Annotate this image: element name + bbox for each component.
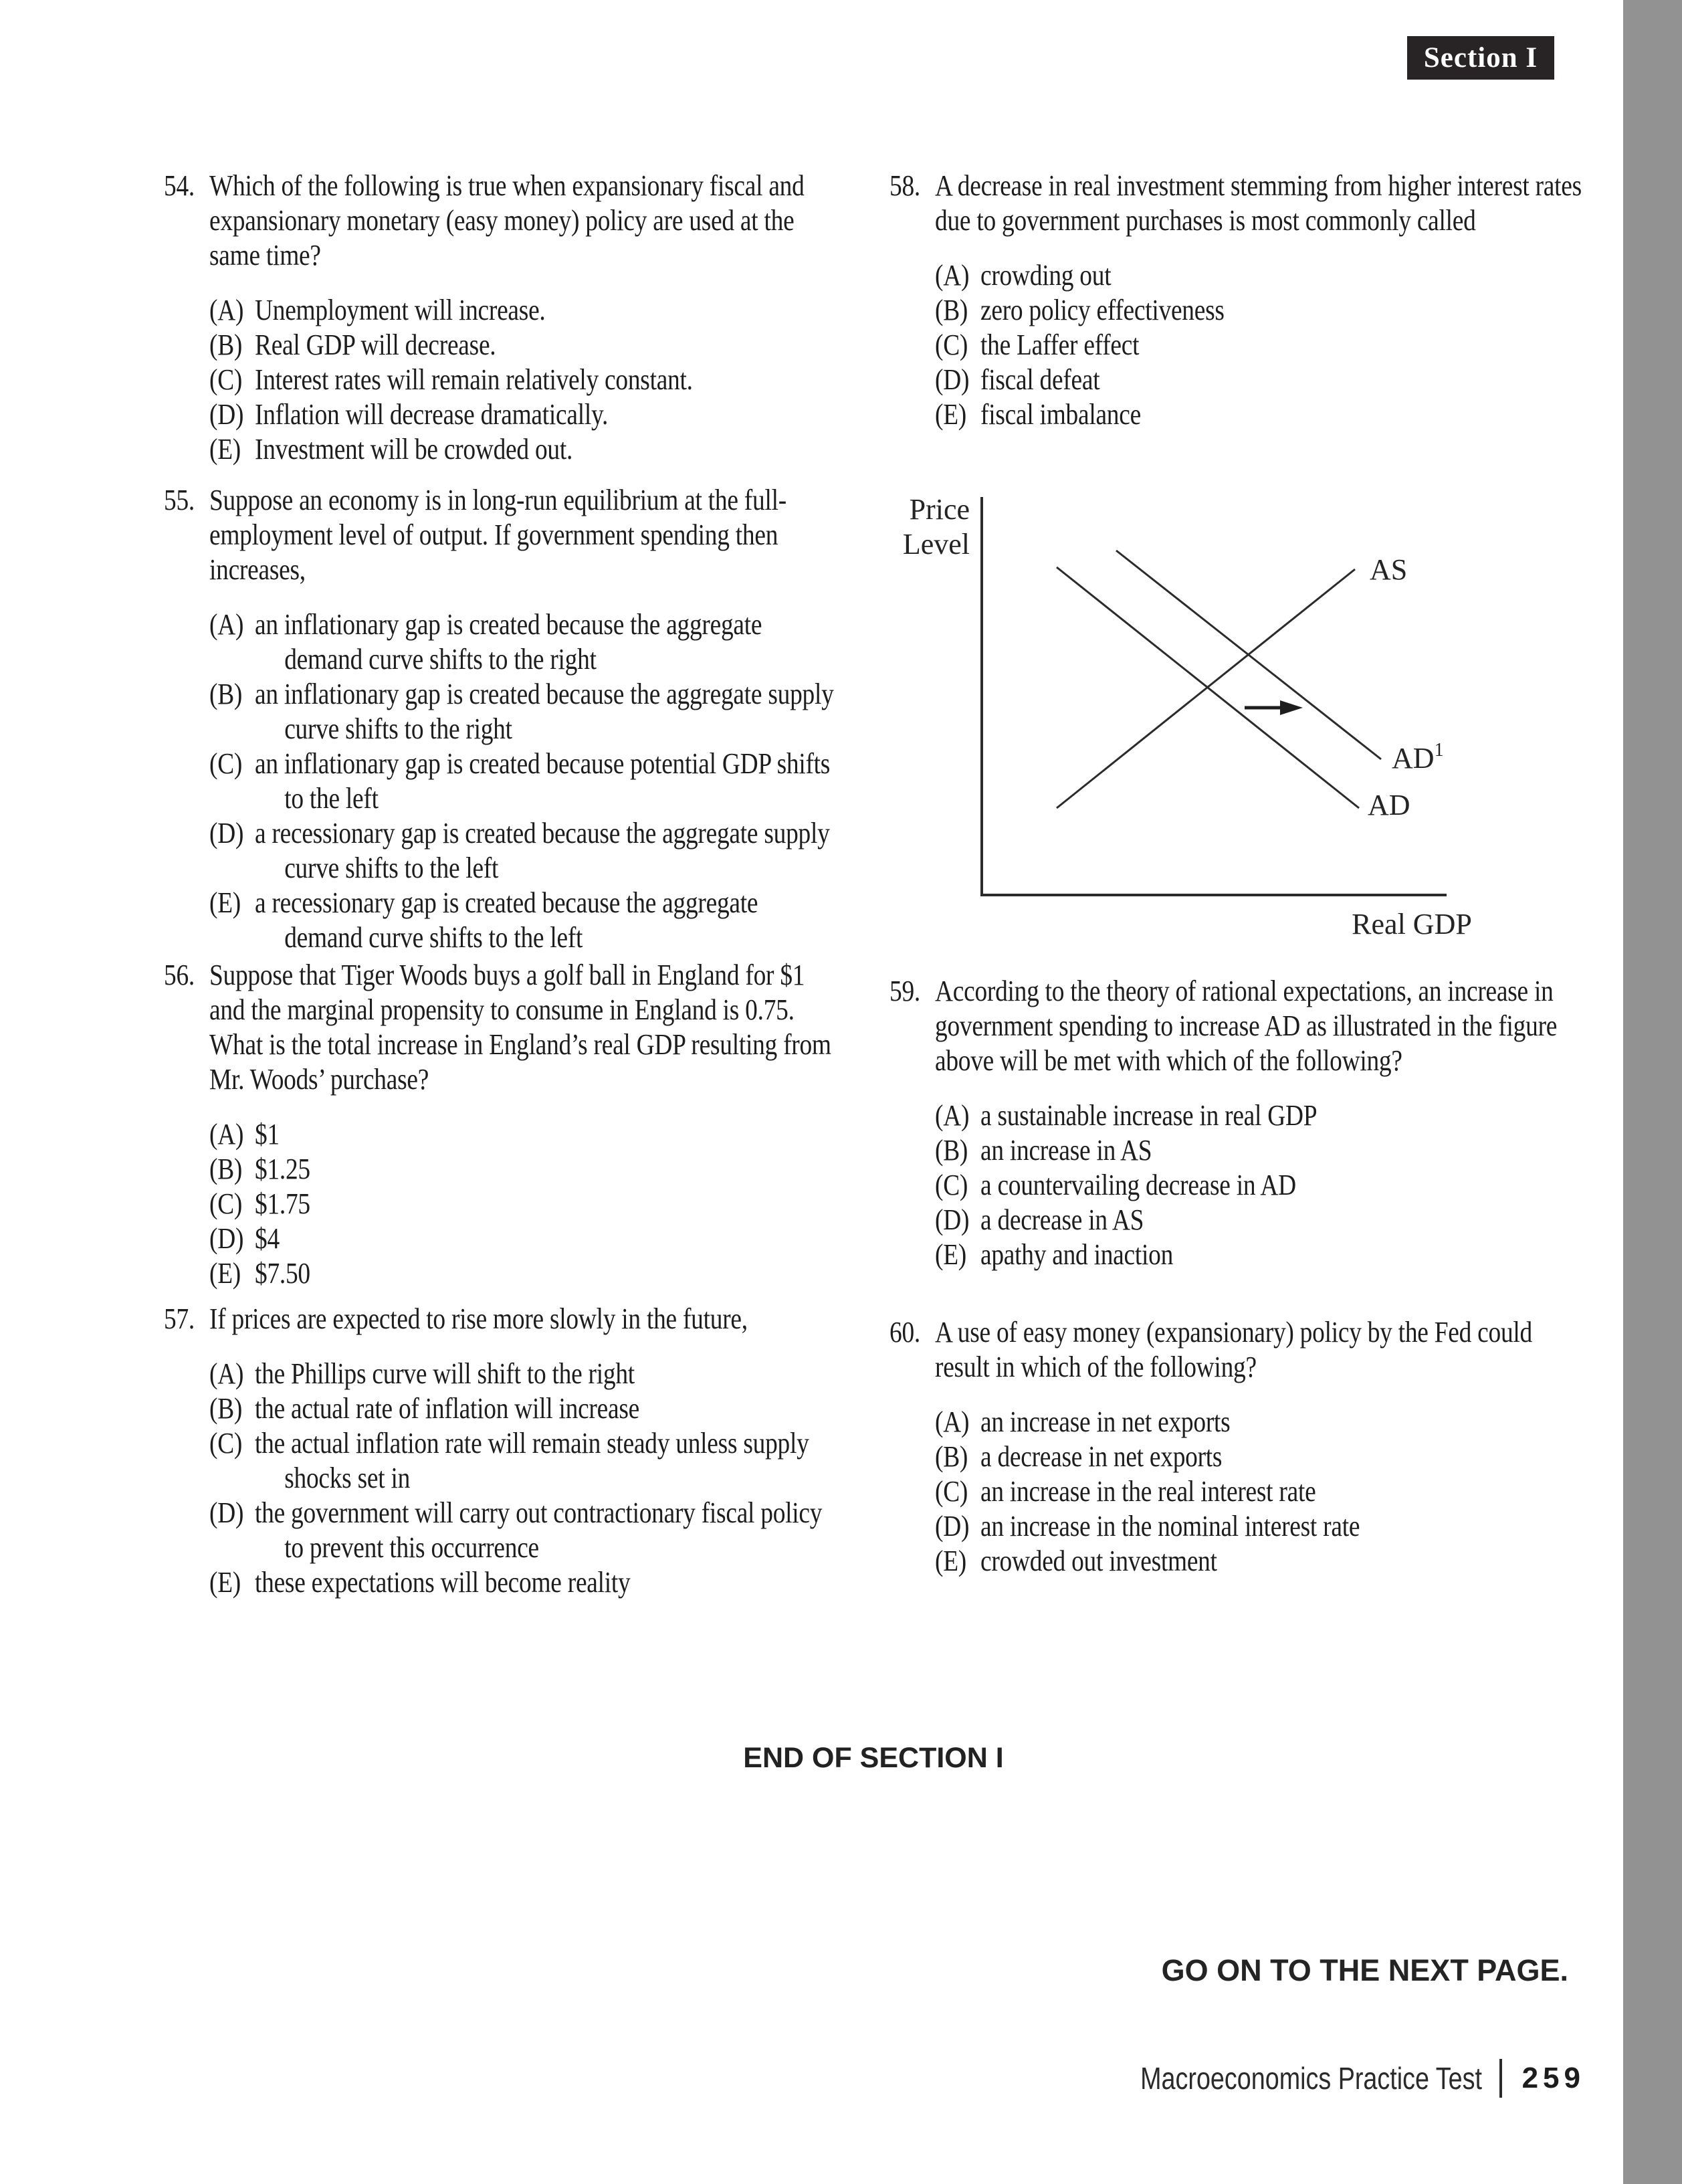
option-text: an inflationary gap is created because the aggregate supply curve shifts to the right xyxy=(255,678,834,745)
question-55 xyxy=(164,483,839,955)
option-letter: (E) xyxy=(209,886,241,919)
options-list xyxy=(935,258,1585,432)
question-54 xyxy=(164,169,839,467)
option-letter: (D) xyxy=(209,1222,244,1255)
option-letter: (C) xyxy=(209,747,243,780)
option-text: Real GDP will decrease. xyxy=(255,328,496,361)
option-letter: (D) xyxy=(935,1510,970,1543)
option-letter: (D) xyxy=(935,363,970,396)
option-55-A xyxy=(209,607,839,677)
option-59-D xyxy=(935,1203,1585,1237)
option-57-B xyxy=(209,1391,839,1426)
ad1-label-superscript: 1 xyxy=(1434,740,1444,761)
question-number: 55. xyxy=(164,484,195,516)
footer-divider xyxy=(1499,2059,1502,2098)
option-text: a decrease in net exports xyxy=(980,1440,1223,1473)
question-text: According to the theory of rational expectations, an increase in government spending to increase AD as illustrated in the figure above will be met with which of the following? xyxy=(935,975,1558,1077)
option-letter: (D) xyxy=(209,1496,244,1529)
as-ad-figure xyxy=(869,480,1605,949)
option-55-D xyxy=(209,816,839,886)
option-letter: (B) xyxy=(209,678,243,710)
question-59 xyxy=(889,974,1585,1272)
option-text: $4 xyxy=(255,1222,280,1255)
option-text: a recessionary gap is created because the aggregate demand curve shifts to the left xyxy=(255,886,758,954)
options-list xyxy=(935,1098,1585,1272)
option-55-C xyxy=(209,747,839,816)
options-list xyxy=(209,1357,839,1600)
option-56-A xyxy=(209,1117,839,1152)
option-54-D xyxy=(209,397,839,432)
option-text: the Laffer effect xyxy=(980,328,1140,361)
options-list xyxy=(935,1405,1585,1579)
ad-curve-label: AD xyxy=(1368,789,1410,821)
option-letter: (A) xyxy=(209,294,244,326)
option-letter: (D) xyxy=(935,1203,970,1236)
option-letter: (E) xyxy=(209,1257,241,1290)
question-stem xyxy=(164,1302,839,1336)
y-axis-label-line1: Price xyxy=(909,493,970,526)
question-stem xyxy=(164,169,839,273)
question-stem xyxy=(889,169,1585,238)
option-letter: (B) xyxy=(209,1392,243,1425)
option-letter: (A) xyxy=(935,259,970,292)
option-59-C xyxy=(935,1168,1585,1203)
option-56-B xyxy=(209,1152,839,1187)
as-curve xyxy=(1057,569,1355,808)
option-text: an inflationary gap is created because potential GDP shifts to the left xyxy=(255,747,831,815)
option-letter: (C) xyxy=(209,1187,243,1220)
option-letter: (E) xyxy=(935,1545,967,1577)
option-text: these expectations will become reality xyxy=(255,1566,631,1599)
option-57-C xyxy=(209,1426,839,1496)
question-text: Suppose an economy is in long-run equilibrium at the full-employment level of output. If government spending then increases, xyxy=(209,484,786,586)
option-letter: (E) xyxy=(209,433,241,466)
option-text: Interest rates will remain relatively constant. xyxy=(255,363,693,396)
option-text: an increase in the real interest rate xyxy=(980,1475,1316,1508)
option-text: the government will carry out contractionary fiscal policy to prevent this occurrence xyxy=(255,1496,823,1564)
question-stem xyxy=(164,958,839,1097)
option-text: crowded out investment xyxy=(980,1545,1217,1577)
option-letter: (E) xyxy=(935,1238,967,1271)
option-letter: (C) xyxy=(209,1427,243,1460)
question-text: A decrease in real investment stemming from higher interest rates due to government purchases is most commonly called xyxy=(935,169,1582,237)
option-letter: (E) xyxy=(209,1566,241,1599)
option-57-D xyxy=(209,1496,839,1565)
option-54-E xyxy=(209,432,839,467)
option-text: zero policy effectiveness xyxy=(980,294,1225,326)
option-54-A xyxy=(209,293,839,328)
option-text: a countervailing decrease in AD xyxy=(980,1169,1296,1201)
option-60-D xyxy=(935,1509,1585,1544)
option-59-E xyxy=(935,1237,1585,1272)
question-text: If prices are expected to rise more slowly in the future, xyxy=(209,1302,748,1335)
option-text: a sustainable increase in real GDP xyxy=(980,1099,1318,1132)
option-letter: (B) xyxy=(935,1440,968,1473)
as-ad-graph xyxy=(869,480,1605,949)
option-54-C xyxy=(209,363,839,397)
question-text: Suppose that Tiger Woods buys a golf ball in England for $1 and the marginal propensity to consume in England is 0.75. What is the total increase in England’s real GDP resulting from Mr. Woods’ purchase? xyxy=(209,959,831,1096)
question-60 xyxy=(889,1315,1585,1579)
option-59-A xyxy=(935,1098,1585,1133)
question-number: 60. xyxy=(889,1316,920,1349)
option-60-C xyxy=(935,1474,1585,1509)
option-letter: (B) xyxy=(935,294,968,326)
question-number: 56. xyxy=(164,959,195,991)
page-edge-strip xyxy=(1623,0,1682,2184)
x-axis-label: Real GDP xyxy=(1352,908,1472,940)
option-text: the actual inflation rate will remain steady unless supply shocks set in xyxy=(255,1427,809,1494)
option-letter: (D) xyxy=(209,817,244,850)
option-letter: (A) xyxy=(209,1357,244,1390)
option-text: a recessionary gap is created because the aggregate supply curve shifts to the left xyxy=(255,817,830,884)
option-text: Investment will be crowded out. xyxy=(255,433,573,466)
ad1-label-base: AD xyxy=(1392,742,1435,775)
y-axis-label-line2: Level xyxy=(902,528,970,561)
option-text: an inflationary gap is created because the aggregate demand curve shifts to the right xyxy=(255,608,762,676)
option-letter: (C) xyxy=(935,328,968,361)
question-number: 58. xyxy=(889,169,920,202)
option-58-E xyxy=(935,397,1585,432)
option-letter: (C) xyxy=(935,1169,968,1201)
option-text: fiscal imbalance xyxy=(980,398,1141,431)
as-curve-label: AS xyxy=(1370,553,1408,586)
option-letter: (A) xyxy=(935,1099,970,1132)
option-letter: (A) xyxy=(935,1405,970,1438)
option-55-B xyxy=(209,677,839,747)
option-58-D xyxy=(935,363,1585,397)
option-text: $1.75 xyxy=(255,1187,310,1220)
option-text: apathy and inaction xyxy=(980,1238,1174,1271)
option-letter: (B) xyxy=(209,1153,243,1185)
option-56-E xyxy=(209,1256,839,1291)
question-stem xyxy=(889,974,1585,1078)
option-57-A xyxy=(209,1357,839,1391)
right-arrow-icon xyxy=(1280,700,1303,715)
question-number: 57. xyxy=(164,1302,195,1335)
option-letter: (E) xyxy=(935,398,967,431)
option-text: the actual rate of inflation will increase xyxy=(255,1392,639,1425)
footer-book-title: Macroeconomics Practice Test xyxy=(1140,2061,1482,2096)
option-text: $1.25 xyxy=(255,1153,310,1185)
option-letter: (C) xyxy=(935,1475,968,1508)
ad1-curve-label xyxy=(1392,740,1444,775)
question-text: A use of easy money (expansionary) policy by the Fed could result in which of the following? xyxy=(935,1316,1532,1383)
option-56-C xyxy=(209,1187,839,1221)
question-number: 54. xyxy=(164,169,195,202)
option-text: $7.50 xyxy=(255,1257,310,1290)
option-58-B xyxy=(935,293,1585,328)
question-stem xyxy=(889,1315,1585,1385)
options-list xyxy=(209,607,839,955)
option-59-B xyxy=(935,1133,1585,1168)
option-56-D xyxy=(209,1221,839,1256)
option-text: fiscal defeat xyxy=(980,363,1100,396)
go-on-next-page-text: GO ON TO THE NEXT PAGE. xyxy=(1161,1953,1568,1987)
option-54-B xyxy=(209,328,839,363)
option-letter: (B) xyxy=(209,328,243,361)
question-56 xyxy=(164,958,839,1291)
option-60-B xyxy=(935,1440,1585,1474)
section-badge: Section I xyxy=(1407,36,1554,80)
option-letter: (C) xyxy=(209,363,243,396)
option-text: the Phillips curve will shift to the right xyxy=(255,1357,635,1390)
option-text: crowding out xyxy=(980,259,1112,292)
end-of-section-text: END OF SECTION I xyxy=(743,1742,1004,1774)
option-text: Inflation will decrease dramatically. xyxy=(255,398,609,431)
options-list xyxy=(209,293,839,467)
question-58 xyxy=(889,169,1585,432)
option-60-E xyxy=(935,1544,1585,1579)
option-text: an increase in AS xyxy=(980,1134,1152,1167)
question-number: 59. xyxy=(889,975,920,1007)
option-text: an increase in net exports xyxy=(980,1405,1231,1438)
footer-page-number: 259 xyxy=(1521,2062,1585,2094)
option-55-E xyxy=(209,886,839,955)
option-58-C xyxy=(935,328,1585,363)
page-footer xyxy=(1065,2059,1585,2098)
option-letter: (A) xyxy=(209,608,244,641)
option-letter: (D) xyxy=(209,398,244,431)
option-58-A xyxy=(935,258,1585,293)
question-text: Which of the following is true when expansionary fiscal and expansionary monetary (easy money) policy are used at the same time? xyxy=(209,169,805,272)
option-text: $1 xyxy=(255,1118,280,1151)
question-57 xyxy=(164,1302,839,1600)
option-57-E xyxy=(209,1565,839,1600)
question-stem xyxy=(164,483,839,587)
option-60-A xyxy=(935,1405,1585,1440)
option-text: Unemployment will increase. xyxy=(255,294,546,326)
option-letter: (B) xyxy=(935,1134,968,1167)
option-text: an increase in the nominal interest rate xyxy=(980,1510,1360,1543)
option-text: a decrease in AS xyxy=(980,1203,1144,1236)
option-letter: (A) xyxy=(209,1118,244,1151)
options-list xyxy=(209,1117,839,1291)
